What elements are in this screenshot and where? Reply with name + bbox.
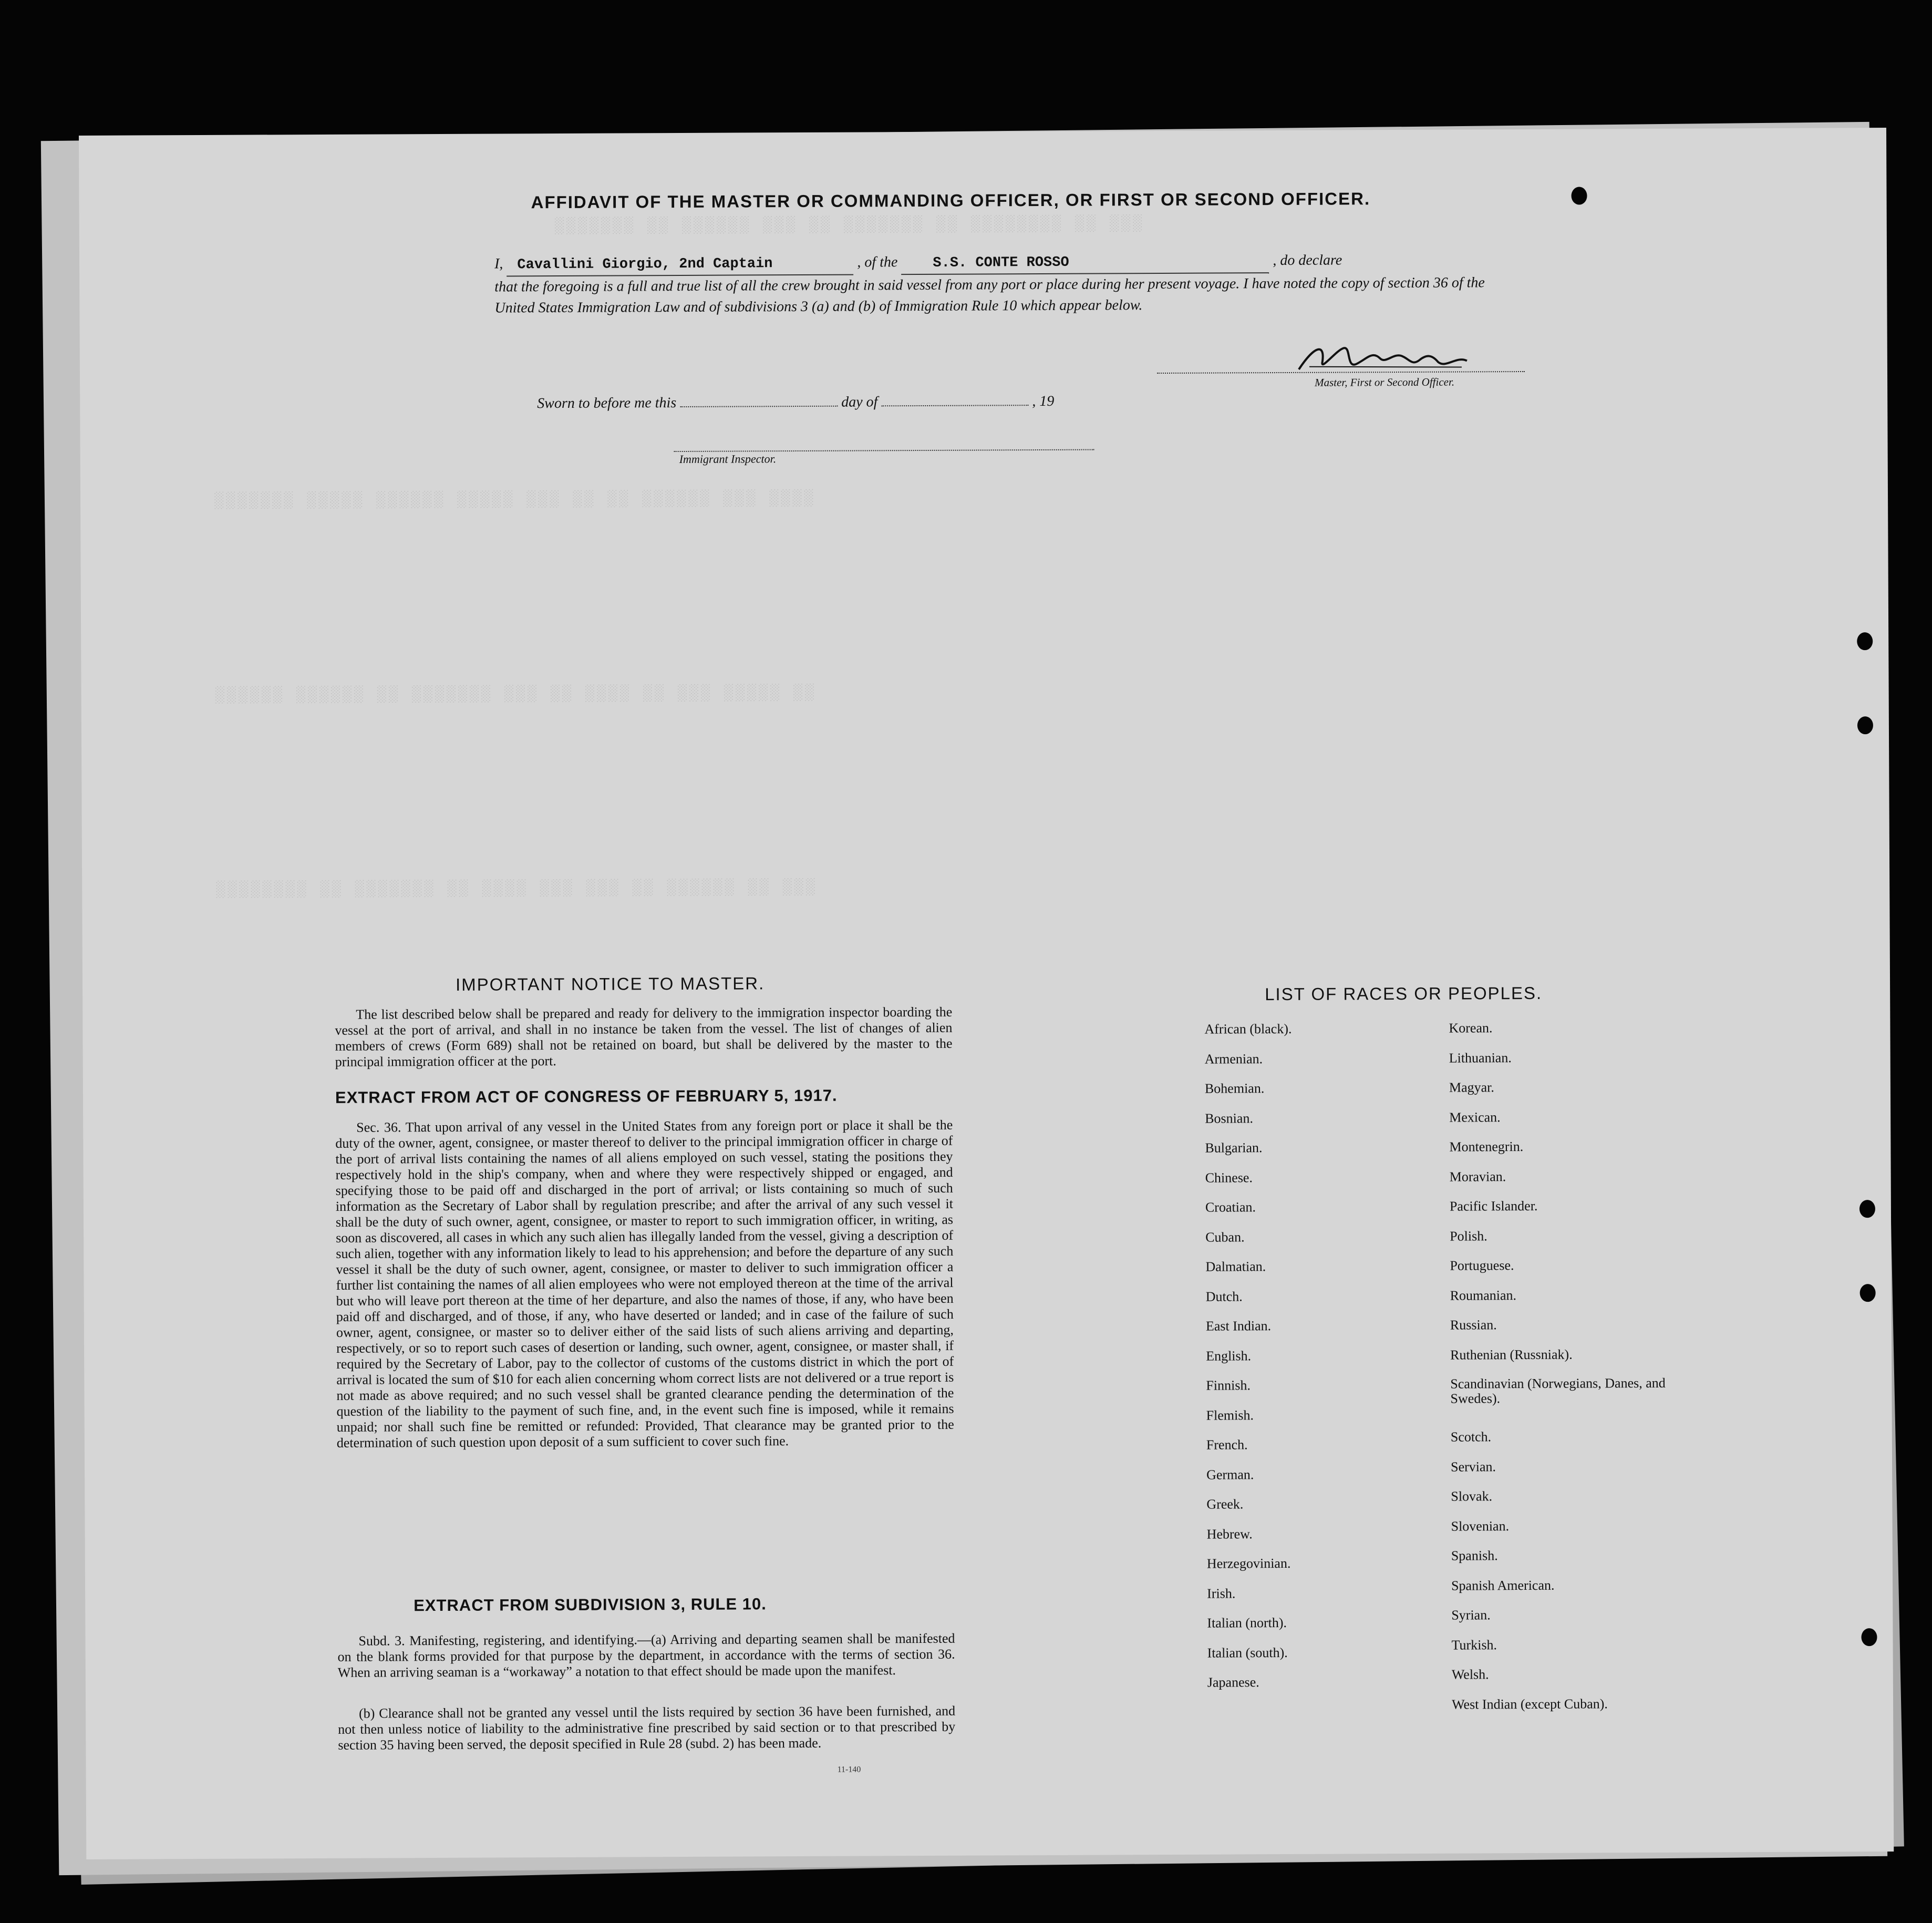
race-item: Slovak. [1451, 1488, 1493, 1504]
of-the-label: , of the [857, 254, 898, 271]
race-item: Lithuanian. [1449, 1050, 1512, 1066]
race-item: Mexican. [1449, 1109, 1501, 1125]
race-item: Turkish. [1451, 1637, 1497, 1653]
punch-hole [1859, 1200, 1875, 1218]
race-item: Bohemian. [1204, 1081, 1265, 1096]
inspector-line [674, 449, 1094, 452]
race-item: Portuguese. [1450, 1258, 1514, 1273]
race-item: Spanish. [1451, 1548, 1498, 1564]
act-extract-heading: EXTRACT FROM ACT OF CONGRESS OF FEBRUARY 5, 1917. [335, 1086, 838, 1107]
punch-hole [1860, 1284, 1876, 1302]
inspector-label: Immigrant Inspector. [679, 452, 777, 466]
race-item: Dutch. [1205, 1288, 1243, 1304]
subdivision-3b-text: (b) Clearance shall not be granted any vessel until the lists required by section 36 have been furnished, and not then unless notice of liability to the administrative fine prescribed by said section or to that prescribed by section 35 having been served, the deposit specified in Rule 28 (subd. 2) has been made. [338, 1703, 956, 1753]
bleed-through: ░░░ ░░ ░░░░░░░░ ░░ ░░░░░░░ ░░ ░░░ ░░░░░░ ░░ ░░░░░░░ [552, 215, 1142, 236]
race-item: Scandinavian (Norwegians, Danes, and Swedes). [1450, 1375, 1666, 1406]
races-list-left [1204, 1021, 1295, 1704]
signature-caption: Master, First or Second Officer. [1315, 375, 1455, 389]
race-item: Cuban. [1205, 1229, 1245, 1245]
race-item: East Indian. [1205, 1318, 1272, 1334]
race-item: Herzegovinian. [1206, 1555, 1291, 1571]
vessel-name: S.S. CONTE ROSSO [901, 251, 1269, 275]
race-item: Ruthenian (Russniak). [1450, 1346, 1573, 1363]
punch-hole [1861, 1628, 1877, 1646]
race-item: Italian (north). [1207, 1615, 1287, 1631]
race-item: Dalmatian. [1205, 1259, 1266, 1274]
day-of-label: day of [841, 394, 878, 410]
race-item: Spanish American. [1451, 1577, 1555, 1593]
notice-heading: IMPORTANT NOTICE TO MASTER. [455, 973, 765, 994]
race-item: Hebrew. [1206, 1526, 1253, 1542]
affidavit-statement [494, 249, 1520, 319]
race-item: African (black). [1204, 1021, 1292, 1037]
bleed-through: ░░░ ░░ ░░░░░░ ░░ ░░░ ░░░ ░░░░ ░░ ░░░░░░░ ░░ ░░░░░░░░ [213, 878, 815, 899]
race-item: Irish. [1207, 1585, 1236, 1601]
punch-hole [1857, 716, 1873, 734]
race-item: Montenegrin. [1449, 1139, 1524, 1155]
affidavit-i-label: I, [494, 255, 503, 272]
bleed-through: ░░ ░░░░░ ░░░ ░░ ░░░░ ░░ ░░░ ░░░░░░░ ░░ ░░░░░░ ░░░░░░ [212, 684, 814, 705]
race-item: French. [1206, 1437, 1248, 1453]
race-item: Bulgarian. [1205, 1140, 1263, 1156]
race-item: Syrian. [1451, 1607, 1491, 1623]
race-item: Bosnian. [1205, 1110, 1253, 1126]
races-heading: LIST OF RACES OR PEOPLES. [1265, 983, 1543, 1004]
section-36-text: Sec. 36. That upon arrival of any vessel in the United States from any foreign port or place it shall be the duty of the owner, agent, consignee, or master thereof to deliver to the principal immigration officer in charge of the port of arrival lists containing the names of all aliens employed on such vessel, stating the positions they respectively hold in the ship's company, when and where they were respectively shipped or engaged, and specifying those to be paid off and discharged in the port of arrival; or lists containing so much of such information as the Secretary of Labor shall by regulation prescribe; and after the arrival of any such vessel it shall be the duty of such owner, agent, consignee, or master to report to such immigration officer, in writing, as soon as discovered, all cases in which any such alien has illegally landed from the vessel, giving a description of such alien, together with any information likely to lead to his apprehension; and before the departure of any such vessel it shall be the duty of such owner, agent, consignee, or master to deliver to such immigration officer a further list containing the names of all alien employees who were not employed thereon at the time of the arrival but who will leave port thereon at the time of her departure, and also the names of those, if any, who have been paid off and discharged, and of those, if any, who have deserted or landed; and in case of the failure of such owner, agent, consignee, or master so to deliver either of the said lists of such aliens arriving and departing, respectively, or so to report such cases of desertion or landing, such owner, agent, consignee, or master shall, if required by the Secretary of Labor, pay to the collector of customs of the customs district in which the port of arrival is located the sum of $10 for each alien concerning whom correct lists are not delivered or a true report is not made as above required; and no such vessel shall be granted clearance pending the determination of the question of the liability to the payment of such fine, and, in the event such fine is imposed, while it remains unpaid; nor shall such fine be remitted or refunded: Provided, That clearance may be granted prior to the determination of such question upon deposit of a sum sufficient to cover such fine. [335, 1117, 954, 1451]
race-item: Croatian. [1205, 1199, 1256, 1215]
race-item: Armenian. [1204, 1051, 1263, 1067]
form-number: 11-140 [837, 1765, 861, 1774]
race-item: Finnish. [1206, 1377, 1251, 1393]
rule-extract-heading: EXTRACT FROM SUBDIVISION 3, RULE 10. [414, 1595, 767, 1615]
race-item: Welsh. [1451, 1667, 1489, 1682]
punch-hole [1571, 187, 1587, 204]
race-item: Moravian. [1449, 1168, 1506, 1185]
bleed-through: ░░░░ ░░░ ░░░░░░ ░░ ░░ ░░░ ░░░░░ ░░░░░░ ░░░░░ ░░░░░░░ [211, 489, 813, 510]
sworn-label: Sworn to before me this [537, 395, 677, 412]
affidavit-page [79, 128, 1894, 1859]
race-item: Pacific Islander. [1449, 1198, 1538, 1214]
races-list-right [1449, 1020, 1672, 1726]
race-item: Flemish. [1206, 1407, 1254, 1423]
affidavit-body: that the foregoing is a full and true list of all the crew brought in said vessel from any port or place during her present voyage. I have noted the copy of section 36 of the United States Immigration Law and of subdivisions 3 (a) and (b) of Immigration Rule 10 which appear below. [494, 274, 1485, 316]
race-item: Polish. [1450, 1228, 1487, 1244]
race-item: Servian. [1451, 1458, 1496, 1475]
year-label: , 19 [1032, 393, 1055, 410]
subdivision-3a-text: Subd. 3. Manifesting, registering, and identifying.—(a) Arriving and departing seamen shall be manifested on the blank forms provided for that purpose by the department, in accordance with the terms of section 36. When an arriving seaman is a “workaway” a notation to that effect should be made upon the manifest. [337, 1630, 955, 1680]
race-item: German. [1206, 1466, 1254, 1483]
race-item: Scotch. [1450, 1429, 1492, 1445]
race-item: English. [1206, 1348, 1252, 1364]
do-declare-label: , do declare [1273, 252, 1342, 269]
race-item: Italian (south). [1207, 1644, 1288, 1661]
race-item: Korean. [1449, 1020, 1493, 1036]
declarant-name: Cavallini Giorgio, 2nd Captain [507, 253, 853, 277]
race-item: Magyar. [1449, 1079, 1494, 1095]
race-item: West Indian (except Cuban). [1451, 1695, 1608, 1712]
race-item: Greek. [1206, 1496, 1244, 1512]
sworn-statement [537, 393, 1054, 412]
race-item: Russian. [1450, 1317, 1497, 1333]
race-item: Roumanian. [1450, 1287, 1517, 1303]
affidavit-title: AFFIDAVIT OF THE MASTER OR COMMANDING OFFICER, OR FIRST OR SECOND OFFICER. [531, 189, 1371, 212]
sworn-day-blank [680, 406, 838, 407]
race-item: Chinese. [1205, 1169, 1253, 1186]
race-item: Slovenian. [1451, 1518, 1510, 1534]
race-item: Japanese. [1207, 1674, 1259, 1690]
signature-block [1157, 334, 1525, 399]
punch-hole [1857, 632, 1873, 650]
notice-text: The list described below shall be prepared and ready for delivery to the immigration inspector boarding the vessel at the port of arrival, and shall in no instance be taken from the vessel. The list of changes of alien members of crews (Form 689) shall not be retained on board, but shall be delivered by the master to the principal immigration officer at the port. [335, 1004, 953, 1070]
sworn-month-blank [881, 405, 1028, 406]
